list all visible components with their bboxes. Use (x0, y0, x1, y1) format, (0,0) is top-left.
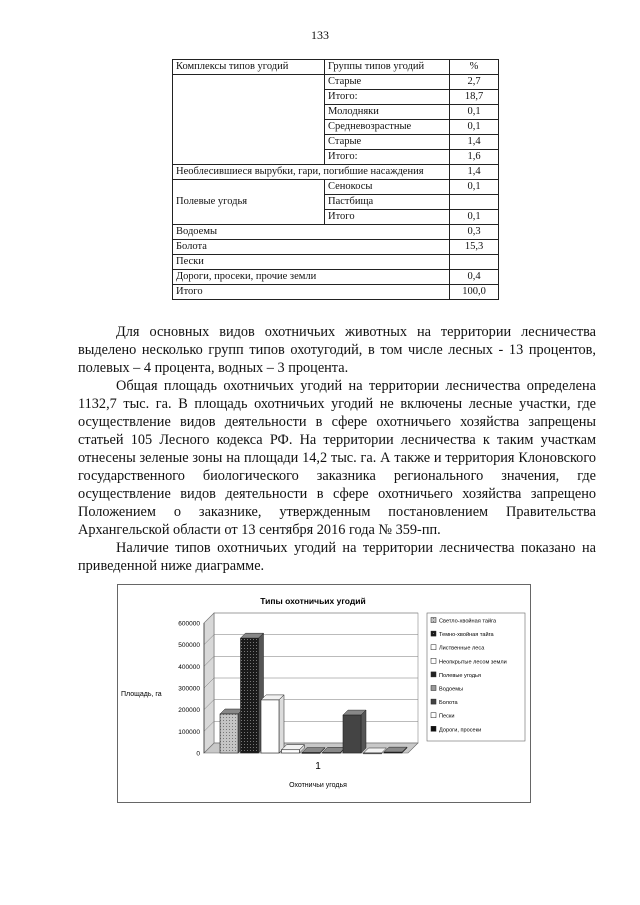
pct-cell: 15,3 (450, 240, 499, 255)
paragraph: Общая площадь охотничьих угодий на территории лесничества определена 1132,7 тыс. га. В площадь охотничьих угодий не включены лесные участки, где осуществление видов деятельности в сфере охотничьего хозяйства запрещены статьей 105 Лесного кодекса РФ. На территории лесничества к таким участкам отнесены зеленые зоны на площади 14,2 тыс. га. А также и территория Клоновского государственного биологического заказника регионального значения, где осуществление видов деятельности в сфере охотничьего хозяйства запрещено Положением о заказнике, утвержденным постановлением Правительства Архангельской области от 13 сентября 2016 года № 359-пп. (78, 378, 596, 538)
group-cell: Старые (325, 75, 450, 90)
row-label: Болота (173, 240, 450, 255)
body-text (78, 323, 596, 575)
legend-label: Дороги, просеки (439, 727, 482, 734)
group-cell: Пастбища (325, 195, 450, 210)
row-label: Итого (173, 285, 450, 300)
pct-cell: 0,1 (450, 210, 499, 225)
row-label: Дороги, просеки, прочие земли (173, 270, 450, 285)
bar (261, 695, 284, 753)
legend-swatch (431, 726, 436, 731)
legend-swatch (431, 618, 436, 623)
group-cell: Итого: (325, 90, 450, 105)
group-cell: Итого: (325, 150, 450, 165)
legend-swatch (431, 631, 436, 636)
table-row (173, 75, 499, 90)
pct-cell (450, 195, 499, 210)
y-tick-label: 300000 (178, 685, 200, 693)
pct-cell: 2,7 (450, 75, 499, 90)
table-row (173, 255, 499, 270)
y-tick-label: 100000 (178, 728, 200, 736)
table-row (173, 270, 499, 285)
legend-label: Неопкрытые лесом земли (439, 659, 507, 666)
row-label: Пески (173, 255, 450, 270)
table-row (173, 240, 499, 255)
bar (220, 709, 243, 753)
legend-swatch (431, 672, 436, 677)
pct-cell: 0,4 (450, 270, 499, 285)
legend-swatch (431, 699, 436, 704)
plot-area (178, 613, 418, 772)
header-groups: Группы типов угодий (325, 60, 450, 75)
legend-label: Полевые угодья (439, 672, 481, 679)
table-row (173, 285, 499, 300)
land-types-table (172, 59, 499, 300)
complex-cell-empty (173, 75, 325, 165)
y-tick-label: 500000 (178, 642, 200, 650)
group-cell: Итого (325, 210, 450, 225)
legend-label: Темно-хвойная тайга (439, 632, 494, 639)
group-cell: Молодняки (325, 105, 450, 120)
legend-label: Светло-хвойная тайга (439, 618, 497, 625)
chart-title: Типы охотничьих угодий (260, 596, 366, 606)
bar (282, 745, 305, 753)
pct-cell (450, 255, 499, 270)
unforested-cell: Необлесившиеся вырубки, гари, погибшие насаждения (173, 165, 450, 180)
table-row (173, 225, 499, 240)
legend-swatch (431, 645, 436, 650)
bar (343, 710, 366, 753)
group-cell: Средневозрастные (325, 120, 450, 135)
y-axis-label: Площадь, га (121, 691, 162, 698)
table-row (173, 180, 499, 195)
bar (241, 633, 264, 753)
legend-label: Водоемы (439, 686, 464, 693)
field-lands-cell: Полевые угодья (173, 180, 325, 225)
legend-label: Пески (439, 713, 455, 720)
legend-label: Болота (439, 700, 458, 707)
table-row (173, 165, 499, 180)
y-tick-label: 200000 (178, 707, 200, 715)
legend-label: Лиственные леса (439, 645, 485, 652)
legend-swatch (431, 658, 436, 663)
pct-cell: 0,1 (450, 120, 499, 135)
y-tick-label: 400000 (178, 663, 200, 671)
pct-cell: 100,0 (450, 285, 499, 300)
legend-swatch (431, 686, 436, 691)
header-percent: % (450, 60, 499, 75)
page-number: 133 (311, 28, 329, 42)
pct-cell: 0,1 (450, 105, 499, 120)
pct-cell: 1,4 (450, 135, 499, 150)
hunting-lands-chart (117, 584, 531, 803)
pct-cell: 18,7 (450, 90, 499, 105)
x-axis-label: Охотничьи угодья (289, 782, 347, 789)
x-tick-label: 1 (315, 761, 321, 772)
pct-cell: 1,4 (450, 165, 499, 180)
header-complexes: Комплексы типов угодий (173, 60, 325, 75)
row-label: Водоемы (173, 225, 450, 240)
pct-cell: 1,6 (450, 150, 499, 165)
y-tick-label: 600000 (178, 620, 200, 628)
paragraph: Наличие типов охотничьих угодий на территории лесничества показано на приведенной ниже диаграмме. (78, 540, 596, 574)
paragraph: Для основных видов охотничьих животных на территории лесничества выделено несколько групп типов охотугодий, в том числе лесных - 13 процентов, полевых – 4 процента, водных – 3 процента. (78, 324, 596, 376)
group-cell: Сенокосы (325, 180, 450, 195)
pct-cell: 0,1 (450, 180, 499, 195)
pct-cell: 0,3 (450, 225, 499, 240)
group-cell: Старые (325, 135, 450, 150)
table-header-row (173, 60, 499, 75)
y-tick-label: 0 (196, 750, 200, 758)
legend (427, 613, 525, 741)
legend-swatch (431, 713, 436, 718)
chart-svg (118, 585, 530, 802)
